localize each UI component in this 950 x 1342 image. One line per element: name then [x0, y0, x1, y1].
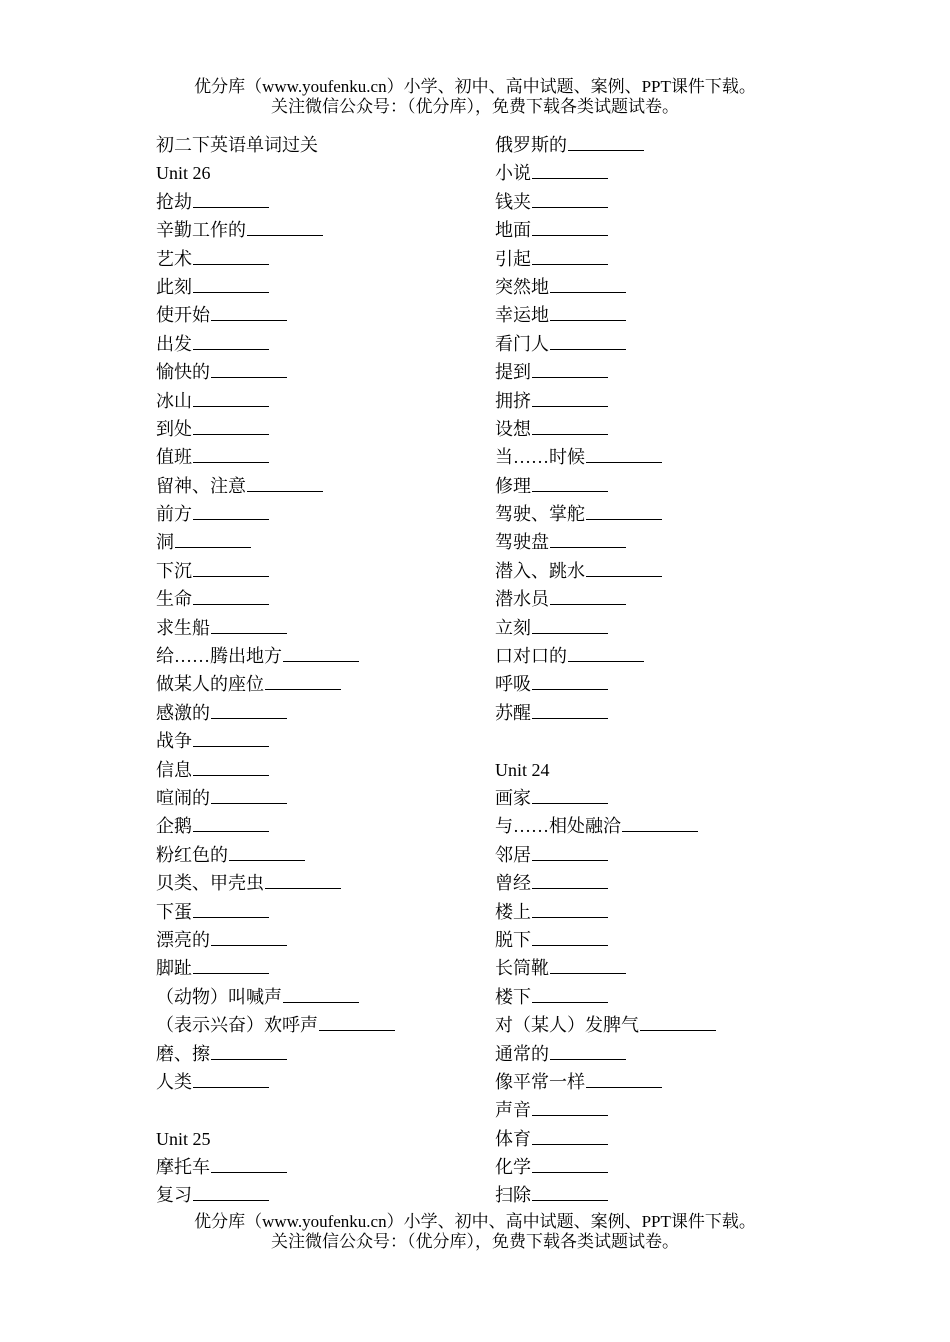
vocab-prompt: 前方: [156, 504, 192, 525]
vocab-prompt: 喧闹的: [156, 787, 210, 808]
header-line-1: 优分库（www.youfenku.cn）小学、初中、高中试题、案例、PPT课件下载。: [194, 77, 756, 96]
vocab-item: [495, 188, 815, 216]
vocab-prompt: 小说: [495, 163, 531, 184]
vocab-prompt: 化学: [495, 1157, 531, 1178]
vocab-item: [495, 500, 815, 528]
vocab-item: [156, 585, 476, 613]
answer-blank[interactable]: [532, 632, 608, 634]
answer-blank[interactable]: [193, 575, 269, 577]
vocab-item: [156, 528, 476, 556]
answer-blank[interactable]: [193, 405, 269, 407]
vocab-item: [495, 216, 815, 244]
vocab-item: [495, 245, 815, 273]
vocab-item: [156, 387, 476, 415]
vocab-prompt: 人类: [156, 1071, 192, 1092]
vocab-item: [495, 670, 815, 698]
vocab-item: [156, 1181, 476, 1209]
vocab-item: [156, 699, 476, 727]
vocab-prompt: 驾驶、掌舵: [495, 504, 585, 525]
answer-blank[interactable]: [193, 461, 269, 463]
vocab-item: [156, 898, 476, 926]
vocab-item: [495, 841, 815, 869]
vocab-prompt: 拥挤: [495, 390, 531, 411]
vocab-prompt: 下沉: [156, 560, 192, 581]
vocab-item: [495, 159, 815, 187]
vocab-prompt: 地面: [495, 220, 531, 241]
vocab-item: [495, 585, 815, 613]
answer-blank[interactable]: [640, 1029, 716, 1031]
vocab-prompt: 辛勤工作的: [156, 220, 246, 241]
vocab-prompt: 信息: [156, 759, 192, 780]
answer-blank[interactable]: [193, 518, 269, 520]
answer-blank[interactable]: [550, 603, 626, 605]
answer-blank[interactable]: [550, 291, 626, 293]
vocab-item: [495, 699, 815, 727]
vocab-prompt: 看门人: [495, 333, 549, 354]
answer-blank[interactable]: [532, 859, 608, 861]
answer-blank[interactable]: [211, 1058, 287, 1060]
vocab-item: [495, 812, 815, 840]
answer-blank[interactable]: [622, 830, 698, 832]
answer-blank[interactable]: [211, 376, 287, 378]
vocab-item: [495, 1040, 815, 1068]
vocab-prompt: 邻居: [495, 844, 531, 865]
footer-line-1: 优分库（www.youfenku.cn）小学、初中、高中试题、案例、PPT课件下载。: [194, 1212, 756, 1231]
vocab-prompt: 楼上: [495, 901, 531, 922]
unit-heading: [156, 159, 476, 187]
vocab-item: [156, 500, 476, 528]
vocab-item: [156, 614, 476, 642]
vocab-item: [156, 301, 476, 329]
answer-blank[interactable]: [247, 490, 323, 492]
vocab-item: [156, 670, 476, 698]
answer-blank[interactable]: [532, 916, 608, 918]
vocab-item: [156, 472, 476, 500]
answer-blank[interactable]: [193, 291, 269, 293]
blank-line: [156, 1096, 476, 1124]
vocab-prompt: 冰山: [156, 390, 192, 411]
vocab-prompt: （动物）叫喊声: [156, 986, 282, 1007]
answer-blank[interactable]: [193, 263, 269, 265]
vocab-prompt: 像平常一样: [495, 1071, 585, 1092]
answer-blank[interactable]: [532, 944, 608, 946]
vocab-item: [495, 1181, 815, 1209]
vocab-item: [495, 131, 815, 159]
vocab-item: [156, 926, 476, 954]
vocab-prompt: 艺术: [156, 248, 192, 269]
answer-blank[interactable]: [247, 234, 323, 236]
header-line-2: 关注微信公众号：（优分库），免费下载各类试题试卷。: [271, 97, 679, 116]
answer-blank[interactable]: [532, 206, 608, 208]
answer-blank[interactable]: [568, 149, 644, 151]
vocab-prompt: 引起: [495, 248, 531, 269]
vocab-item: [156, 415, 476, 443]
vocab-item: [495, 784, 815, 812]
answer-blank[interactable]: [532, 717, 608, 719]
vocab-item: [495, 1096, 815, 1124]
vocab-prompt: 脚趾: [156, 958, 192, 979]
answer-blank[interactable]: [532, 177, 608, 179]
answer-blank[interactable]: [193, 774, 269, 776]
unit-heading: [495, 756, 815, 784]
answer-blank[interactable]: [229, 859, 305, 861]
unit-heading-text: Unit 24: [495, 759, 550, 780]
vocab-prompt: 通常的: [495, 1043, 549, 1064]
vocab-item: [156, 869, 476, 897]
vocab-prompt: 钱夹: [495, 191, 531, 212]
vocab-prompt: 脱下: [495, 929, 531, 950]
vocab-item: [495, 387, 815, 415]
answer-blank[interactable]: [532, 433, 608, 435]
answer-blank[interactable]: [283, 1001, 359, 1003]
answer-blank[interactable]: [193, 1086, 269, 1088]
answer-blank[interactable]: [193, 348, 269, 350]
vocab-prompt: 口对口的: [495, 646, 567, 667]
vocab-prompt: 战争: [156, 731, 192, 752]
vocab-item: [495, 443, 815, 471]
vocab-item: [156, 812, 476, 840]
right-word-column: [495, 131, 815, 1210]
answer-blank[interactable]: [550, 319, 626, 321]
vocab-prompt: 出发: [156, 333, 192, 354]
vocab-item: [495, 273, 815, 301]
vocab-item: [156, 954, 476, 982]
vocab-item: [156, 216, 476, 244]
vocab-item: [156, 557, 476, 585]
vocab-item: [495, 301, 815, 329]
unit-heading: [156, 1125, 476, 1153]
vocab-item: [495, 614, 815, 642]
answer-blank[interactable]: [265, 688, 341, 690]
answer-blank[interactable]: [193, 1199, 269, 1201]
answer-blank[interactable]: [532, 405, 608, 407]
answer-blank[interactable]: [550, 1058, 626, 1060]
vocab-item: [156, 330, 476, 358]
vocab-prompt: 体育: [495, 1128, 531, 1149]
vocab-prompt: （表示兴奋）欢呼声: [156, 1015, 318, 1036]
answer-blank[interactable]: [532, 1143, 608, 1145]
vocab-prompt: 粉红色的: [156, 844, 228, 865]
vocab-prompt: 下蛋: [156, 901, 192, 922]
footer-line-2: 关注微信公众号：（优分库），免费下载各类试题试卷。: [271, 1232, 679, 1251]
unit-heading-text: Unit 26: [156, 163, 211, 184]
vocab-prompt: 生命: [156, 589, 192, 610]
vocab-prompt: 求生船: [156, 617, 210, 638]
vocab-prompt: 洞: [156, 532, 174, 553]
answer-blank[interactable]: [550, 348, 626, 350]
answer-blank[interactable]: [532, 376, 608, 378]
answer-blank[interactable]: [586, 461, 662, 463]
vocab-item: [156, 727, 476, 755]
vocab-item: [156, 642, 476, 670]
vocab-prompt: 修理: [495, 475, 531, 496]
answer-blank[interactable]: [532, 263, 608, 265]
vocab-item: [156, 1068, 476, 1096]
vocab-item: [156, 841, 476, 869]
vocab-prompt: 留神、注意: [156, 475, 246, 496]
vocab-prompt: 驾驶盘: [495, 532, 549, 553]
answer-blank[interactable]: [532, 1199, 608, 1201]
vocab-item: [156, 1153, 476, 1181]
vocab-prompt: 长筒靴: [495, 958, 549, 979]
vocab-item: [495, 642, 815, 670]
answer-blank[interactable]: [532, 1171, 608, 1173]
answer-blank[interactable]: [211, 944, 287, 946]
answer-blank[interactable]: [211, 802, 287, 804]
vocab-prompt: 抢劫: [156, 191, 192, 212]
vocab-prompt: 扫除: [495, 1185, 531, 1206]
answer-blank[interactable]: [175, 546, 251, 548]
vocab-item: [495, 528, 815, 556]
vocab-prompt: 到处: [156, 418, 192, 439]
answer-blank[interactable]: [211, 319, 287, 321]
answer-blank[interactable]: [265, 887, 341, 889]
vocab-item: [156, 756, 476, 784]
vocab-item: [156, 784, 476, 812]
worksheet-title-text: 初二下英语单词过关: [156, 135, 318, 155]
answer-blank[interactable]: [193, 972, 269, 974]
vocab-item: [495, 358, 815, 386]
answer-blank[interactable]: [550, 972, 626, 974]
vocab-item: [495, 1011, 815, 1039]
vocab-prompt: 声音: [495, 1100, 531, 1121]
vocab-prompt: 呼吸: [495, 674, 531, 695]
vocab-prompt: 摩托车: [156, 1157, 210, 1178]
vocab-item: [156, 983, 476, 1011]
vocab-item: [495, 1068, 815, 1096]
vocab-item: [156, 443, 476, 471]
vocab-item: [156, 1040, 476, 1068]
vocab-prompt: 画家: [495, 787, 531, 808]
answer-blank[interactable]: [193, 916, 269, 918]
vocab-item: [495, 557, 815, 585]
page-header: [0, 77, 950, 117]
vocab-item: [495, 1125, 815, 1153]
answer-blank[interactable]: [193, 745, 269, 747]
left-word-column: [156, 131, 476, 1210]
worksheet-title: [156, 131, 476, 159]
answer-blank[interactable]: [532, 490, 608, 492]
answer-blank[interactable]: [550, 546, 626, 548]
vocab-prompt: 给……腾出地方: [156, 646, 282, 667]
vocab-item: [156, 1011, 476, 1039]
vocab-prompt: 对（某人）发脾气: [495, 1015, 639, 1036]
vocab-prompt: 幸运地: [495, 305, 549, 326]
vocab-item: [495, 472, 815, 500]
vocab-item: [156, 273, 476, 301]
answer-blank[interactable]: [586, 518, 662, 520]
vocab-prompt: 感激的: [156, 702, 210, 723]
vocab-prompt: 企鹅: [156, 816, 192, 837]
blank-line: [495, 727, 815, 755]
answer-blank[interactable]: [211, 717, 287, 719]
vocab-prompt: 俄罗斯的: [495, 135, 567, 155]
vocab-item: [156, 245, 476, 273]
answer-blank[interactable]: [532, 1001, 608, 1003]
vocab-item: [495, 330, 815, 358]
vocab-prompt: 使开始: [156, 305, 210, 326]
answer-blank[interactable]: [283, 660, 359, 662]
vocab-item: [495, 926, 815, 954]
answer-blank[interactable]: [532, 234, 608, 236]
vocab-prompt: 曾经: [495, 873, 531, 894]
vocab-prompt: 做某人的座位: [156, 674, 264, 695]
vocab-prompt: 突然地: [495, 276, 549, 297]
answer-blank[interactable]: [532, 1114, 608, 1116]
vocab-prompt: 漂亮的: [156, 929, 210, 950]
vocab-prompt: 贝类、甲壳虫: [156, 873, 264, 894]
vocab-prompt: 潜水员: [495, 589, 549, 610]
vocab-prompt: 苏醒: [495, 702, 531, 723]
vocab-prompt: 值班: [156, 447, 192, 468]
vocab-item: [495, 1153, 815, 1181]
answer-blank[interactable]: [586, 1086, 662, 1088]
page-footer: [0, 1212, 950, 1252]
vocab-prompt: 楼下: [495, 986, 531, 1007]
unit-heading-text: Unit 25: [156, 1128, 211, 1149]
vocab-item: [495, 415, 815, 443]
answer-blank[interactable]: [532, 802, 608, 804]
vocab-prompt: 愉快的: [156, 362, 210, 383]
vocab-prompt: 磨、擦: [156, 1043, 210, 1064]
vocab-prompt: 此刻: [156, 276, 192, 297]
vocab-item: [495, 898, 815, 926]
answer-blank[interactable]: [532, 688, 608, 690]
answer-blank[interactable]: [211, 632, 287, 634]
vocab-item: [495, 954, 815, 982]
vocab-item: [495, 983, 815, 1011]
vocab-prompt: 与……相处融洽: [495, 816, 621, 837]
answer-blank[interactable]: [193, 603, 269, 605]
vocab-prompt: 潜入、跳水: [495, 560, 585, 581]
answer-blank[interactable]: [193, 830, 269, 832]
vocab-item: [156, 188, 476, 216]
answer-blank[interactable]: [568, 660, 644, 662]
vocab-prompt: 当……时候: [495, 447, 585, 468]
vocab-prompt: 立刻: [495, 617, 531, 638]
answer-blank[interactable]: [586, 575, 662, 577]
answer-blank[interactable]: [193, 206, 269, 208]
vocab-item: [156, 358, 476, 386]
vocab-prompt: 复习: [156, 1185, 192, 1206]
answer-blank[interactable]: [211, 1171, 287, 1173]
vocab-prompt: 设想: [495, 418, 531, 439]
answer-blank[interactable]: [532, 887, 608, 889]
vocab-prompt: 提到: [495, 362, 531, 383]
answer-blank[interactable]: [319, 1029, 395, 1031]
vocab-item: [495, 869, 815, 897]
answer-blank[interactable]: [193, 433, 269, 435]
